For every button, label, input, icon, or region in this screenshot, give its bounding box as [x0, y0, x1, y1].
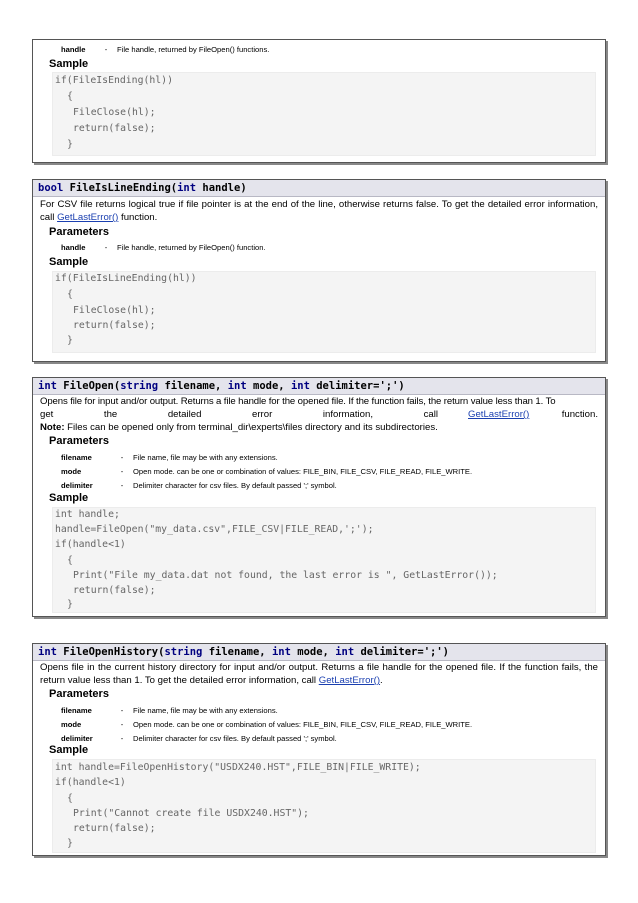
param-dash: - [104, 45, 108, 54]
param-type: int [177, 182, 197, 194]
param-desc: Open mode. can be one or combination of values: FILE_BIN, FILE_CSV, FILE_READ, FILE_WRITE. [133, 720, 473, 729]
code-line: handle=FileOpen("my_data.csv",FILE_CSV|FILE_READ,';'); [55, 524, 374, 535]
code-sample [52, 72, 596, 156]
param-row [61, 467, 472, 476]
code-line: Print("File my_data.dat not found, the last error is ", GetLastError()); [73, 570, 498, 581]
sample-heading: Sample [49, 58, 89, 70]
code-line: Print("Cannot create file USDX240.HST"); [73, 808, 309, 819]
code-line: } [67, 335, 73, 346]
code-line: FileClose(hl); [73, 107, 156, 118]
description-line [40, 408, 598, 421]
param-row [61, 45, 269, 54]
parameters-heading: Parameters [49, 435, 109, 447]
param-desc: File name, file may be with any extensions. [133, 706, 278, 715]
sample-heading: Sample [49, 256, 89, 268]
getlasterror-link[interactable]: GetLastError() [468, 409, 530, 420]
param-name-sig: filename, [208, 646, 266, 658]
code-line: { [67, 91, 73, 102]
code-line: { [67, 289, 73, 300]
code-line: return(false); [73, 123, 156, 134]
param-name: mode [61, 467, 82, 476]
code-sample [52, 271, 596, 353]
code-line: if(FileIsLineEnding(hl)) [55, 273, 197, 284]
param-dash: - [120, 734, 124, 743]
param-desc: Delimiter character for csv files. By default passed ';' symbol. [133, 734, 337, 743]
param-dash: - [120, 453, 124, 462]
param-name-sig: filename, [164, 380, 222, 392]
param-name: delimiter [61, 734, 93, 743]
description-text: For CSV file returns logical true if file pointer is at the end of the line, otherwise returns false. To get the detailed error information, call [40, 199, 598, 223]
function-description [40, 661, 598, 687]
code-line: { [67, 793, 73, 804]
param-type: int [227, 380, 247, 392]
function-name: FileOpenHistory( [63, 646, 165, 658]
function-description [40, 198, 598, 224]
code-line: } [67, 139, 73, 150]
param-name-sig: mode, [297, 646, 329, 658]
code-line: if(handle<1) [55, 539, 126, 550]
code-line: } [67, 599, 73, 610]
note-text: Files can be opened only from terminal_dir\experts\files directory and its subdirectories. [64, 422, 438, 433]
function-signature [33, 378, 605, 395]
sample-heading: Sample [49, 492, 89, 504]
code-line: } [67, 838, 73, 849]
param-dash: - [120, 481, 124, 490]
description-end: . [380, 675, 383, 686]
sample-heading: Sample [49, 744, 89, 756]
description-text: get the detailed error information, call [40, 409, 438, 420]
param-desc: Delimiter character for csv files. By default passed ';' symbol. [133, 481, 337, 490]
param-name: handle [61, 45, 86, 54]
note-label: Note: [40, 422, 65, 433]
code-sample [52, 759, 596, 853]
param-name: handle [61, 243, 86, 252]
param-row [61, 706, 278, 715]
code-line: FileClose(hl); [73, 305, 156, 316]
param-name: filename [61, 706, 92, 715]
param-desc: File handle, returned by FileOpen() functions. [117, 45, 270, 54]
param-type: string [120, 380, 159, 392]
getlasterror-link[interactable]: GetLastError() [57, 212, 119, 223]
param-row [61, 243, 266, 252]
code-sample [52, 507, 596, 613]
description-end: function. [561, 409, 598, 420]
link-group [468, 408, 598, 421]
code-line: { [67, 555, 73, 566]
function-signature [33, 180, 605, 197]
param-dash: - [120, 706, 124, 715]
param-name-sig: delimiter=';') [360, 646, 449, 658]
return-type: int [38, 646, 57, 658]
parameters-heading: Parameters [49, 688, 109, 700]
getlasterror-link[interactable]: GetLastError() [318, 675, 381, 686]
function-name: FileOpen( [63, 380, 121, 392]
code-line: return(false); [73, 823, 156, 834]
description-text: Opens file in the current history directory for input and/or output. Returns a file handle for the opened file. If the function fails, the return value less than 1. To get the detailed error information, call [40, 662, 598, 686]
param-name: mode [61, 720, 82, 729]
param-row [61, 453, 278, 462]
function-description [40, 395, 598, 434]
param-dash: - [120, 720, 124, 729]
return-type: int [38, 380, 57, 392]
function-name: FileIsLineEnding( [69, 182, 178, 194]
doc-box-fileisending [32, 39, 606, 163]
param-type: int [290, 380, 310, 392]
code-line: if(FileIsEnding(hl)) [55, 75, 173, 86]
param-name-sig: delimiter=';') [316, 380, 405, 392]
param-name: delimiter [61, 481, 93, 490]
code-line: int handle=FileOpenHistory("USDX240.HST",FILE_BIN|FILE_WRITE); [55, 762, 421, 773]
parameters-heading: Parameters [49, 226, 109, 238]
note-line [40, 421, 598, 434]
code-line: return(false); [73, 585, 156, 596]
doc-box-fileislineending [32, 179, 606, 362]
function-signature [33, 644, 605, 661]
param-desc: Open mode. can be one or combination of values: FILE_BIN, FILE_CSV, FILE_READ, FILE_WRITE. [133, 467, 473, 476]
param-type: string [164, 646, 203, 658]
param-name-sig: handle) [202, 182, 247, 194]
doc-box-fileopen [32, 377, 606, 617]
return-type: bool [38, 182, 64, 194]
description-end: function. [118, 212, 158, 223]
param-dash: - [104, 243, 108, 252]
param-type: int [271, 646, 291, 658]
param-desc: File handle, returned by FileOpen() function. [117, 243, 266, 252]
description-line: Opens file for input and/or output. Returns a file handle for the opened file. If the function fails, the return value less than 1. To [40, 396, 556, 407]
param-dash: - [120, 467, 124, 476]
param-row [61, 734, 337, 743]
code-line: if(handle<1) [55, 777, 126, 788]
code-line: int handle; [55, 509, 120, 520]
param-name-sig: mode, [253, 380, 285, 392]
doc-box-fileopenhistory [32, 643, 606, 856]
param-name: filename [61, 453, 92, 462]
param-row [61, 720, 472, 729]
param-type: int [335, 646, 355, 658]
param-desc: File name, file may be with any extensions. [133, 453, 278, 462]
param-row [61, 481, 337, 490]
code-line: return(false); [73, 320, 156, 331]
